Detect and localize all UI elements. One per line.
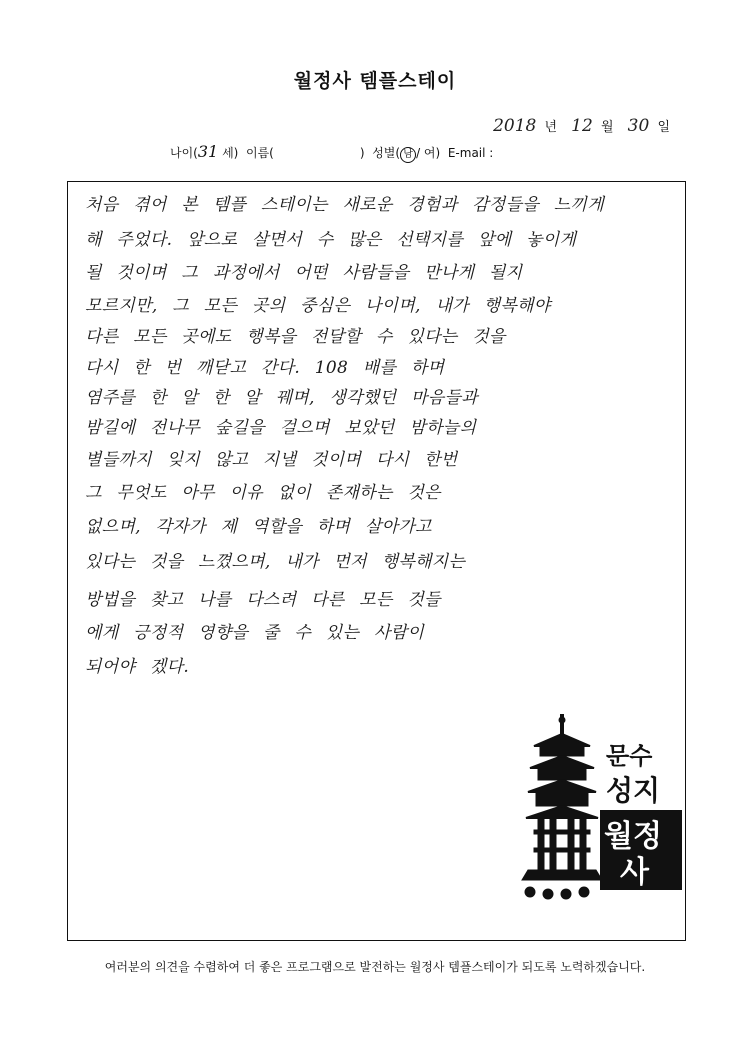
date-day: 30	[627, 116, 650, 136]
date-year-label: 년	[544, 120, 558, 135]
date-month-label: 월	[600, 120, 614, 135]
stamp-text-line2: 성지	[606, 774, 661, 807]
pagoda-icon	[522, 714, 602, 899]
personal-info-row	[170, 142, 493, 163]
gender-male-circled: 남	[400, 147, 416, 163]
handwritten-line: 없으며, 각자가 제 역할을 하며 살아가고	[85, 517, 432, 537]
handwritten-line: 방법을 찾고 나를 다스려 다른 모든 것들	[85, 590, 441, 610]
handwritten-line: 해 주었다. 앞으로 살면서 수 많은 선택지를 앞에 놓이게	[85, 230, 577, 250]
email-label: E-mail :	[447, 146, 494, 160]
handwritten-line: 처음 겪어 본 템플 스테이는 새로운 경험과 감정들을 느끼게	[85, 195, 604, 215]
handwritten-line: 염주를 한 알 한 알 꿰며, 생각했던 마음들과	[85, 388, 478, 408]
handwritten-line: 그 무엇도 아무 이유 없이 존재하는 것은	[85, 483, 441, 503]
handwritten-line: 모르지만, 그 모든 곳의 중심은 나이며, 내가 행복해야	[85, 296, 551, 316]
stamp-text-line4: 사	[620, 855, 649, 890]
gender-label: 성별(	[372, 146, 401, 160]
handwritten-line: 될 것이며 그 과정에서 어떤 사람들을 만나게 될지	[85, 263, 523, 283]
date-day-label: 일	[657, 120, 670, 135]
date-month: 12	[571, 116, 593, 136]
footer-note: 여러분의 의견을 수렴하여 더 좋은 프로그램으로 발전하는 월정사 템플스테이가 되도록 노력하겠습니다.	[104, 960, 646, 974]
stamp-text-line1: 문수	[606, 742, 653, 770]
handwritten-line: 있다는 것을 느꼈으며, 내가 먼저 행복해지는	[85, 552, 466, 572]
name-label: 이름(	[245, 146, 274, 160]
date-field	[493, 116, 680, 136]
handwritten-line: 다시 한 번 깨닫고 간다. 108 배를 하며	[85, 358, 445, 378]
handwritten-line: 되어야 겠다.	[85, 657, 190, 677]
age-label-prefix: 나이(	[170, 146, 198, 160]
age-value: 31	[197, 142, 219, 161]
temple-stamp	[520, 710, 685, 910]
handwritten-line: 다른 모든 곳에도 행복을 전달할 수 있다는 것을	[85, 327, 506, 347]
stamp-text-line3: 월정	[604, 819, 662, 854]
name-close: )	[359, 146, 365, 160]
date-year: 2018	[493, 116, 537, 136]
handwritten-line: 밤길에 전나무 숲길을 걸으며 보았던 밤하늘의	[85, 418, 477, 438]
gender-female: / 여)	[416, 146, 441, 160]
age-label-suffix: 세)	[222, 146, 239, 160]
handwritten-line: 에게 긍정적 영향을 줄 수 있는 사람이	[85, 623, 425, 643]
handwritten-line: 별들까지 잊지 않고 지낼 것이며 다시 한번	[85, 450, 458, 470]
page-title: 월정사 템플스테이	[293, 70, 457, 92]
